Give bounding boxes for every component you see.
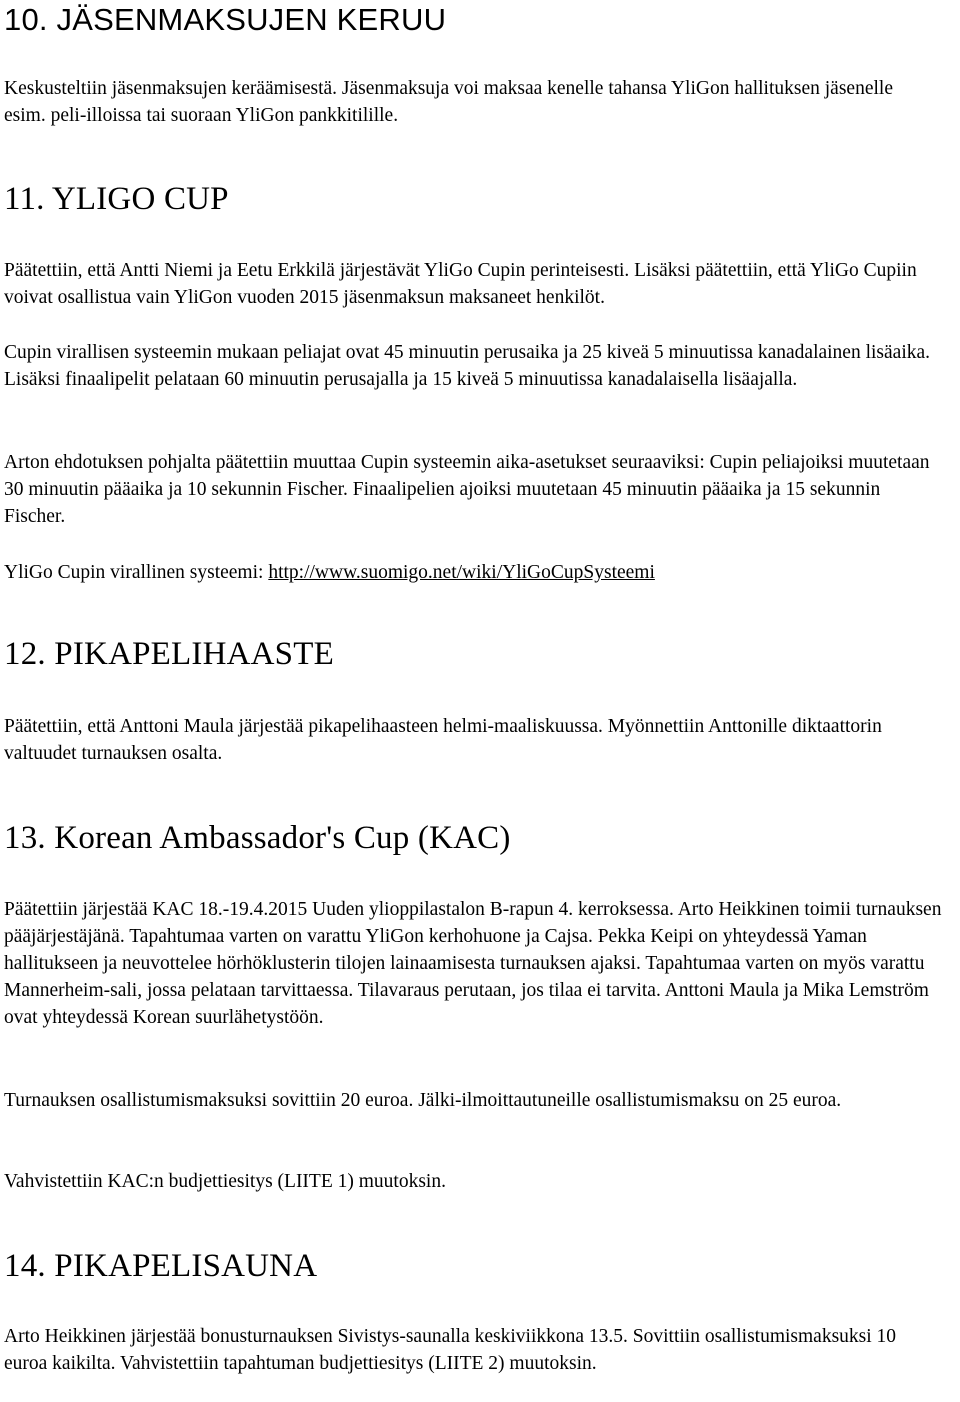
section-13-paragraph-1: Päätettiin järjestää KAC 18.-19.4.2015 Uuden ylioppilastalon B-rapun 4. kerroksessa. Arto Heikkinen toimii turnauksen pääjärjestäjänä. Tapahtumaa varten on varattu YliGon kerhohuone ja Cajsa. Pekka Keipi on yhteydessä Yaman hallitukseen ja neuvottelee hörhöklusterin tilojen lainaamisesta turnauksen ajaksi. Tapahtumaa varten on myös varattu Mannerheim-sali, jossa pelataan tarvittaessa. Tilavaraus perutaan, jos tilaa ei tarvita. Anttoni Maula ja Mika Lemström ovat yhteydessä Korean suurlähetystöön. <box>4 899 942 1028</box>
section-13-paragraph-3: Vahvistettiin KAC:n budjettiesitys (LIITE 1) muutoksin. <box>4 1171 446 1192</box>
section-title-12: 12. PIKAPELIHAASTE <box>4 636 334 672</box>
section-11-paragraph-4 <box>4 559 954 586</box>
section-14-paragraph-1: Arto Heikkinen järjestää bonusturnauksen Sivistys-saunalla keskiviikkona 13.5. Sovittiin osallistumismaksuksi 10 euroa kaikilta. Vahvistettiin tapahtuman budjettiesitys (LIITE 2) muutoksin. <box>4 1326 897 1374</box>
section-12-paragraph-1: Päätettiin, että Anttoni Maula järjestää pikapelihaasteen helmi-maaliskuussa. Myönnettiin Anttonille diktaattorin valtuudet turnauksen osalta. <box>4 716 882 764</box>
section-11-paragraph-3: Arton ehdotuksen pohjalta päätettiin muuttaa Cupin systeemin aika-asetukset seuraaviksi: Cupin peliajoiksi muutetaan 30 minuutin pääaika ja 10 sekunnin Fischer. Finaalipelien ajoiksi muutetaan 45 minuutin pääaika ja 15 sekunnin Fischer. <box>4 452 930 527</box>
section-13-paragraph-2: Turnauksen osallistumismaksuksi sovittiin 20 euroa. Jälki-ilmoittautuneille osallistumismaksu on 25 euroa. <box>4 1090 842 1111</box>
section-title-10: 10. JÄSENMAKSUJEN KERUU <box>4 2 447 37</box>
section-title-13: 13. Korean Ambassador's Cup (KAC) <box>4 820 511 856</box>
systeemi-label: YliGo Cupin virallinen systeemi: <box>4 562 269 583</box>
yligo-cup-systeemi-link[interactable]: http://www.suomigo.net/wiki/YliGoCupSysteemi <box>268 562 655 583</box>
section-11-paragraph-1: Päätettiin, että Antti Niemi ja Eetu Erkkilä järjestävät YliGo Cupin perinteisesti. Lisäksi päätettiin, että YliGo Cupiin voivat osallistua vain YliGon vuoden 2015 jäsenmaksun maksaneet henkilöt. <box>4 260 917 308</box>
section-title-11: 11. YLIGO CUP <box>4 181 229 217</box>
section-10-paragraph-1: Keskusteltiin jäsenmaksujen keräämisestä. Jäsenmaksuja voi maksaa kenelle tahansa YliGon hallituksen jäsenelle esim. peli-illoissa tai suoraan YliGon pankkitilille. <box>4 78 893 126</box>
section-title-14: 14. PIKAPELISAUNA <box>4 1248 318 1284</box>
section-11-paragraph-2: Cupin virallisen systeemin mukaan peliajat ovat 45 minuutin perusaika ja 25 kiveä 5 minuutissa kanadalainen lisäaika. Lisäksi finaalipelit pelataan 60 minuutin perusajalla ja 15 kiveä 5 minuutissa kanadalaisella lisäajalla. <box>4 342 931 390</box>
